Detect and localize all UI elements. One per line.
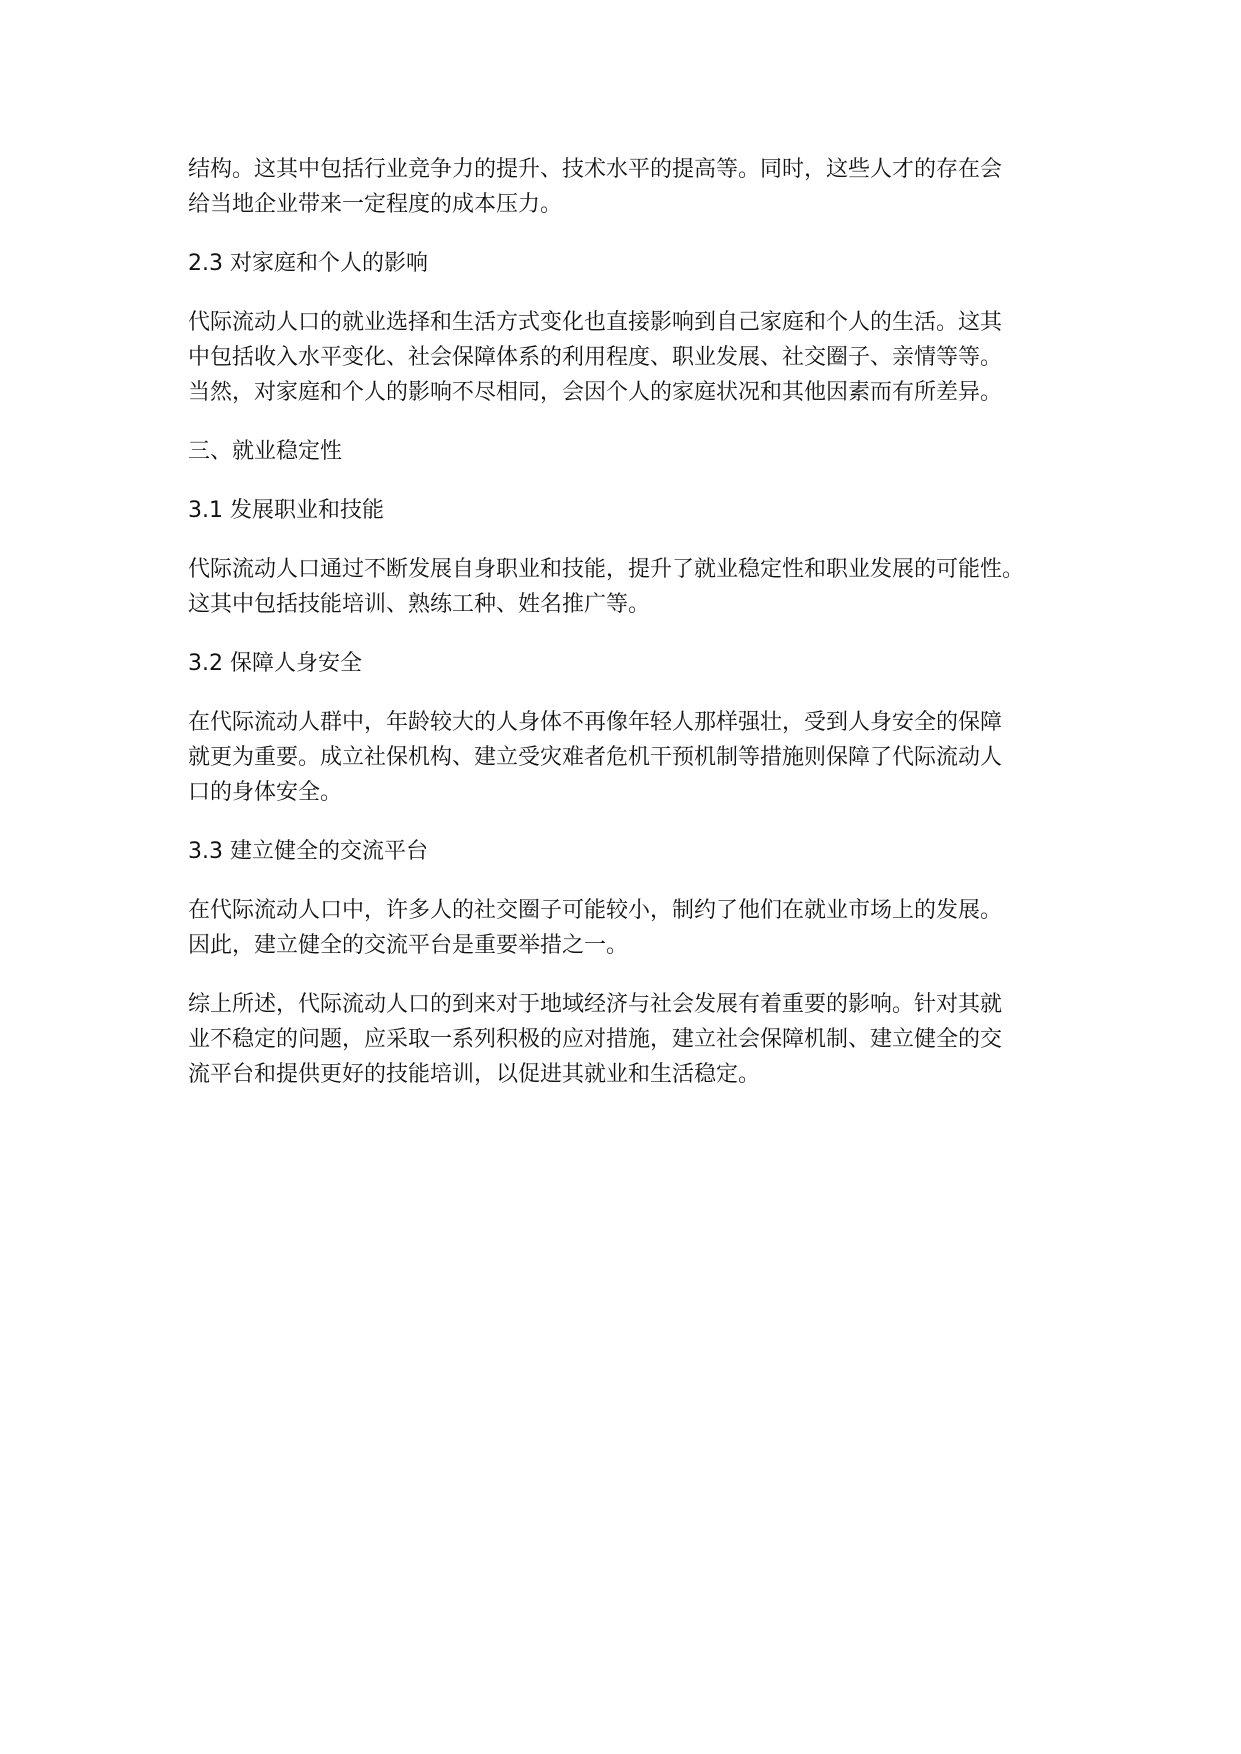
text-line: 口的身体安全。 <box>188 780 343 805</box>
text-line: 给当地企业带来一定程度的成本压力。 <box>188 192 563 217</box>
paragraph-family-impact <box>188 305 1088 410</box>
text-line: 这其中包括技能培训、熟练工种、姓名推广等。 <box>188 592 651 617</box>
text-line: 综上所述，代际流动人口的到来对于地域经济与社会发展有着重要的影响。针对其就 <box>188 992 1003 1017</box>
text-line: 在代际流动人口中，许多人的社交圈子可能较小，制约了他们在就业市场上的发展。 <box>188 898 1003 923</box>
text-line: 流平台和提供更好的技能培训，以促进其就业和生活稳定。 <box>188 1062 761 1087</box>
text-line: 结构。这其中包括行业竞争力的提升、技术水平的提高等。同时，这些人才的存在会 <box>188 157 1003 182</box>
text-line: 当然，对家庭和个人的影响不尽相同，会因个人的家庭状况和其他因素而有所差异。 <box>188 380 1003 405</box>
paragraph-personal-safety <box>188 705 1088 810</box>
text-line: 业不稳定的问题，应采取一系列积极的应对措施，建立社会保障机制、建立健全的交 <box>188 1027 1003 1052</box>
text-line: 就更为重要。成立社保机构、建立受灾难者危机干预机制等措施则保障了代际流动人 <box>188 745 1003 770</box>
paragraph-conclusion <box>188 987 1088 1092</box>
section-heading-3-1: 3.1 发展职业和技能 <box>188 498 384 523</box>
text-line: 代际流动人口通过不断发展自身职业和技能，提升了就业稳定性和职业发展的可能性。 <box>188 557 1025 582</box>
text-line: 代际流动人口的就业选择和生活方式变化也直接影响到自己家庭和个人的生活。这其 <box>188 310 1003 335</box>
text-line: 在代际流动人群中，年龄较大的人身体不再像年轻人那样强壮，受到人身安全的保障 <box>188 710 1003 735</box>
chapter-heading-3: 三、就业稳定性 <box>188 439 343 464</box>
text-line: 因此，建立健全的交流平台是重要举措之一。 <box>188 933 629 958</box>
section-heading-2-3: 2.3 对家庭和个人的影响 <box>188 251 428 276</box>
document-page <box>188 152 1088 1116</box>
paragraph-career-skills <box>188 552 1088 622</box>
section-heading-3-2: 3.2 保障人身安全 <box>188 651 362 676</box>
paragraph-communication-platform <box>188 893 1088 963</box>
text-line: 中包括收入水平变化、社会保障体系的利用程度、职业发展、社交圈子、亲情等等。 <box>188 345 1003 370</box>
section-heading-3-3: 3.3 建立健全的交流平台 <box>188 839 428 864</box>
paragraph-industry-structure <box>188 152 1088 222</box>
